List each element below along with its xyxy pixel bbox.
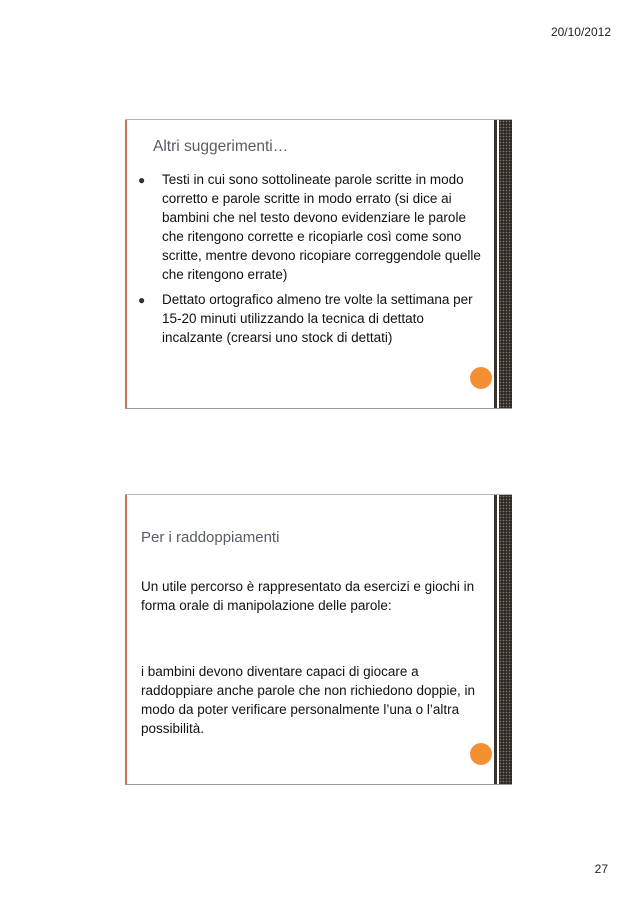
list-item — [136, 170, 486, 284]
slide-right-texture-bar — [497, 495, 512, 784]
list-item — [136, 290, 486, 347]
bullet-text: Dettato ortografico almeno tre volte la settimana per 15-20 minuti utilizzando la tecnica di dettato incalzante (crearsi uno stock di dettati) — [162, 292, 473, 345]
bullet-icon: ● — [138, 293, 146, 307]
page-number: 27 — [594, 862, 608, 876]
bullet-list — [136, 170, 486, 353]
slide-paragraph: i bambini devono diventare capaci di giocare a raddoppiare anche parole che non richiedono doppie, in modo da poter verificare personalmente l’una o l’altra possibilità. — [141, 664, 475, 736]
slide-title: Per i raddoppiamenti — [141, 529, 280, 546]
orange-circle-icon — [470, 743, 492, 765]
bullet-text: Testi in cui sono sottolineate parole scritte in modo corretto e parole scritte in modo errato (si dice ai bambini che nel testo devono evidenziare le parole che ritengono corrette e ricopiarle così come sono scritte, mentre devono ricopiare correggendole quelle che ritengono errate) — [162, 172, 481, 282]
slide-thumbnail-raddoppiamenti — [125, 494, 512, 785]
slide-title: Altri suggerimenti… — [153, 138, 289, 155]
slide-paragraph: Un utile percorso è rappresentato da esercizi e giochi in forma orale di manipolazione delle parole: — [141, 579, 475, 613]
slide-left-accent-bar — [125, 495, 127, 784]
header-date: 20/10/2012 — [550, 25, 611, 39]
slide-thumbnail-altri-suggerimenti — [125, 119, 512, 409]
orange-circle-icon — [470, 367, 492, 389]
slide-right-texture-bar — [497, 120, 512, 408]
bullet-icon: ● — [138, 173, 146, 187]
slide-left-accent-bar — [125, 120, 127, 408]
